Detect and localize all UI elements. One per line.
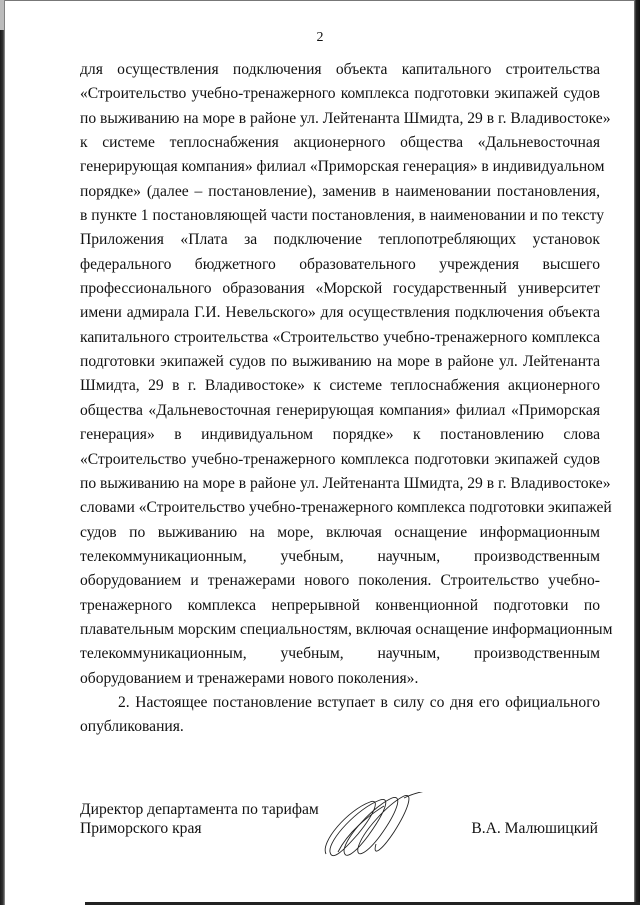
text-line: оборудованием и тренажерами нового поколения. Строительство учебно- [80,572,600,590]
text-line: генерация» в индивидуальном порядке» к постановлению слова [80,426,600,444]
text-line: порядке» (далее – постановление), заменив в наименовании постановления, [80,182,600,200]
page-number: 2 [316,30,324,45]
scan-edge-left-top [0,0,4,30]
text-line: телекоммуникационным, учебным, научным, производственным [80,547,600,565]
text-line: в пункте 1 постановляющей части постановления, в наименовании и по тексту [80,207,605,225]
scan-edge-right [634,0,640,905]
text-line: 2. Настоящее постановление вступает в силу со дня его официального [118,693,600,711]
scan-edge-top [0,0,640,1]
signatory-title-line1: Директор департамента по тарифам [80,801,319,818]
document-body [80,58,613,740]
text-line: плавательным морским специальностям, включая оснащение информационным [80,620,613,638]
text-line: тренажерного комплекса непрерывной конвенционной подготовки по [80,596,600,614]
text-line: федерального бюджетного образовательного учреждения высшего [80,255,600,273]
text-line: Приложения «Плата за подключение теплопотребляющих установок [80,231,600,249]
scan-edge-left [0,0,5,905]
text-line: профессионального образования «Морской государственный университет [80,280,600,298]
text-line: генерирующая компания» филиал «Приморская генерация» в индивидуальном [80,158,605,176]
text-line: Шмидта, 29 в г. Владивостоке» к системе теплоснабжения акционерного [80,377,600,395]
signatory-name: В.А. Малюшицкий [471,820,598,837]
text-line: к системе теплоснабжения акционерного общества «Дальневосточная [80,134,600,152]
text-line: капитального строительства «Строительство учебно-тренажерного комплекса [80,328,600,346]
text-line: словами «Строительство учебно-тренажерного комплекса подготовки экипажей [80,499,612,517]
text-line: по выживанию на море в районе ул. Лейтенанта Шмидта, 29 в г. Владивостоке» [80,109,611,127]
signatory-title-line2: Приморского края [80,820,202,837]
text-line: судов по выживанию на море, включая оснащение информационным [80,523,600,541]
text-line: телекоммуникационным, учебным, научным, производственным [80,645,600,663]
text-line: опубликования. [80,718,184,736]
text-line: «Строительство учебно-тренажерного комплекса подготовки экипажей судов [80,85,600,103]
text-line: для осуществления подключения объекта капитального строительства [80,61,600,78]
handwritten-signature-icon [318,792,428,864]
text-line: подготовки экипажей судов по выживанию на море в районе ул. Лейтенанта [80,353,600,371]
signatory-title [80,800,319,838]
text-line: по выживанию на море в районе ул. Лейтенанта Шмидта, 29 в г. Владивостоке» [80,474,611,492]
text-line: общества «Дальневосточная генерирующая компания» филиал «Приморская [80,401,600,419]
text-line: оборудованием и тренажерами нового поколения». [80,669,419,687]
text-line: «Строительство учебно-тренажерного комплекса подготовки экипажей судов [80,450,600,468]
paragraph-1 [80,58,613,691]
paragraph-2 [80,691,600,740]
text-line: имени адмирала Г.И. Невельского» для осуществления подключения объекта [80,304,600,322]
